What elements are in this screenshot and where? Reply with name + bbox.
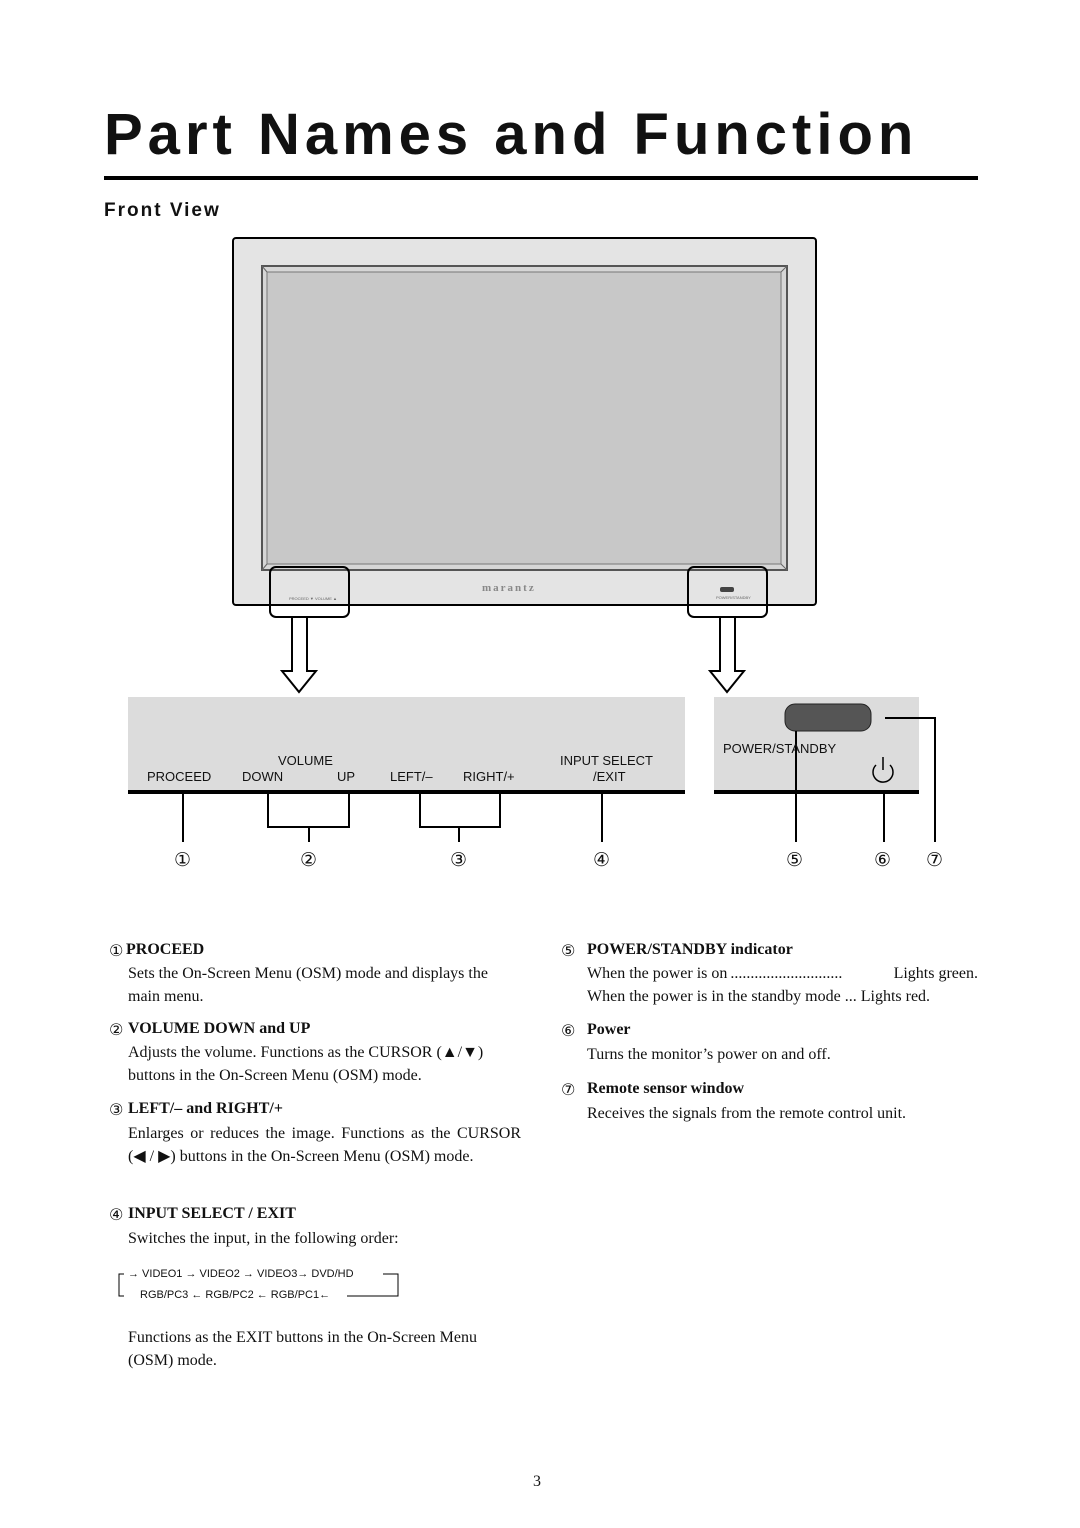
callout-2: ② [300, 849, 318, 871]
section-title: Front View [104, 200, 221, 221]
item-3-heading: LEFT/– and RIGHT/+ [128, 1100, 283, 1117]
label-up: UP [337, 769, 356, 784]
item-5-number: ⑤ [561, 941, 576, 960]
item-1-heading: PROCEED [126, 941, 205, 958]
item-5-line-2: When the power is in the standby mode ... Lights red. [587, 988, 931, 1005]
label-volume: VOLUME [278, 753, 333, 768]
label-input-select: INPUT SELECT [560, 753, 653, 768]
page-title: Part Names and Function [104, 102, 919, 167]
label-left: LEFT/– [390, 769, 433, 784]
item-3-text: Enlarges or reduces the image. Functions as the CURSOR (◀ / ▶) buttons in the On-Screen Menu (OSM) mode. [128, 1125, 521, 1165]
label-proceed: PROCEED [147, 769, 212, 784]
input-sequence-bottom: RGB/PC3 ← RGB/PC2 ← RGB/PC1← [140, 1289, 331, 1301]
callout-5: ⑤ [786, 849, 804, 871]
item-1-number: ① [109, 941, 124, 960]
page-number: 3 [533, 1473, 541, 1490]
item-7-heading: Remote sensor window [587, 1080, 745, 1097]
item-4-text: Switches the input, in the following order: [128, 1230, 399, 1247]
input-sequence-top: → VIDEO1 → VIDEO2 → VIDEO3→ DVD/HD [128, 1268, 354, 1280]
mini-indicator [720, 587, 734, 592]
item-6-heading: Power [587, 1021, 631, 1038]
callout-6: ⑥ [874, 849, 892, 871]
label-down: DOWN [242, 769, 284, 784]
label-exit: /EXIT [593, 769, 626, 784]
item-5-line-1-left: When the power is on [587, 965, 728, 982]
item-4-heading: INPUT SELECT / EXIT [128, 1205, 296, 1222]
item-2-heading: VOLUME DOWN and UP [128, 1020, 311, 1037]
arrow-down-left [282, 617, 316, 692]
callout-4: ④ [593, 849, 611, 871]
callout-3: ③ [450, 849, 468, 871]
item-6-text: Turns the monitor’s power on and off. [587, 1046, 831, 1063]
item-2-number: ② [109, 1020, 124, 1039]
monitor-left-strip: PROCEED ▼ VOLUME ▲ [289, 596, 337, 601]
power-standby-indicator [785, 704, 871, 731]
item-4-text-2: Functions as the EXIT buttons in the On-Screen Menu (OSM) mode. [128, 1329, 477, 1369]
item-2-text: Adjusts the volume. Functions as the CURSOR (▲/▼) buttons in the On-Screen Menu (OSM) mode. [128, 1044, 484, 1084]
callout-7: ⑦ [926, 849, 944, 871]
item-1-text: Sets the On-Screen Menu (OSM) mode and displays the main menu. [128, 965, 488, 1005]
arrow-down-right [710, 617, 744, 692]
screen [267, 272, 781, 564]
item-5-dots: ............................ [730, 965, 843, 982]
item-6-number: ⑥ [561, 1021, 576, 1040]
callout-1: ① [174, 849, 192, 871]
item-4-number: ④ [109, 1205, 124, 1224]
label-power-standby: POWER/STANDBY [723, 741, 837, 756]
label-right: RIGHT/+ [463, 769, 515, 784]
brand-logo: marantz [482, 582, 536, 594]
item-5-heading: POWER/STANDBY indicator [587, 941, 793, 958]
item-5-line-1-right: Lights green. [893, 965, 978, 982]
item-3-number: ③ [109, 1100, 124, 1119]
item-5-line-1 [587, 962, 978, 985]
item-7-number: ⑦ [561, 1080, 576, 1099]
monitor-right-strip: POWER/STANDBY [716, 595, 751, 600]
item-7-text: Receives the signals from the remote control unit. [587, 1105, 907, 1122]
